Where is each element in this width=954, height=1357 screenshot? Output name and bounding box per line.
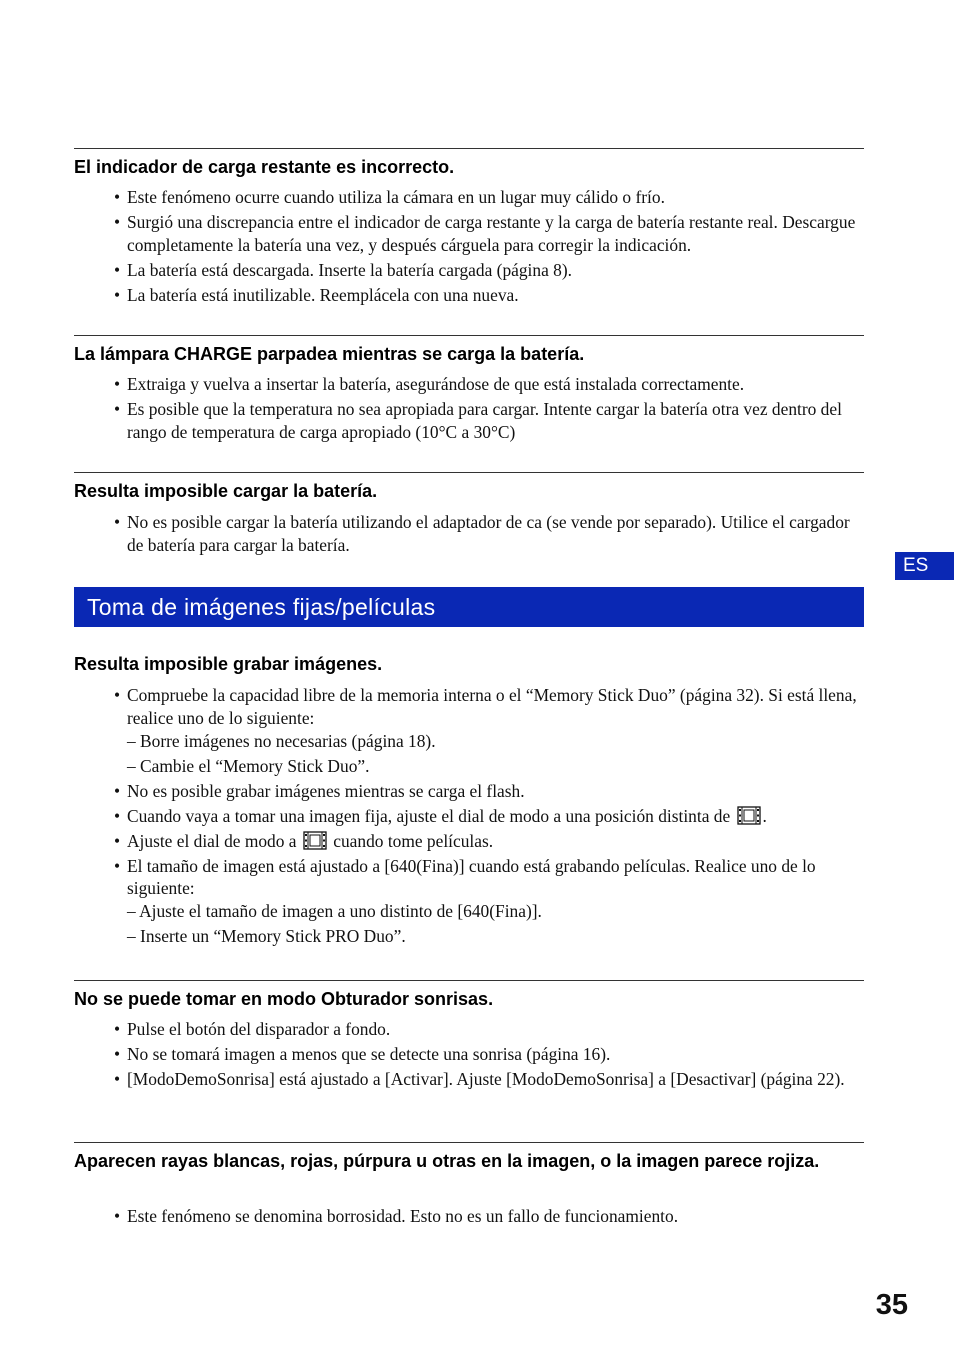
section-heading: Resulta imposible cargar la batería. <box>74 481 378 501</box>
bullet-list <box>112 186 864 309</box>
list-item <box>112 830 864 853</box>
list-item: • No se tomará imagen a menos que se detecte una sonrisa (página 16). <box>112 1043 864 1066</box>
list-item: • La batería está descargada. Inserte la batería cargada (página 8). <box>112 259 864 282</box>
page-number: 35 <box>875 1289 908 1321</box>
list-item: • Pulse el botón del disparador a fondo. <box>112 1018 864 1041</box>
sub-list-item: – Cambie el “Memory Stick Duo”. <box>127 755 370 776</box>
bullet-list <box>112 1205 864 1230</box>
list-item: • No es posible grabar imágenes mientras se carga el flash. <box>112 780 864 803</box>
list-item-text: . <box>762 805 767 826</box>
bullet-list <box>112 684 864 950</box>
list-item-text: cuando tome películas. <box>333 830 494 851</box>
language-tab-label: ES <box>903 555 929 576</box>
section-heading: Resulta imposible grabar imágenes. <box>74 654 383 674</box>
movie-mode-icon <box>303 831 327 850</box>
list-item: • Este fenómeno ocurre cuando utiliza la cámara en un lugar muy cálido o frío. <box>112 186 864 209</box>
sub-list-item: – Borre imágenes no necesarias (página 18). <box>127 730 436 751</box>
section-divider <box>74 472 864 473</box>
section-divider <box>74 335 864 336</box>
list-item: • Surgió una discrepancia entre el indicador de carga restante y la carga de batería restante real. Descargue completamente la batería una vez, y después cárguela para corregir la indicación. <box>112 211 864 256</box>
list-item: • La batería está inutilizable. Reemplácela con una nueva. <box>112 284 864 307</box>
list-item: • Este fenómeno se denomina borrosidad. Esto no es un fallo de funcionamiento. <box>112 1205 864 1228</box>
chapter-banner <box>74 587 864 627</box>
list-item-text: Cuando vaya a tomar una imagen fija, ajuste el dial de modo a una posición distinta de <box>127 805 731 826</box>
section-heading: No se puede tomar en modo Obturador sonrisas. <box>74 989 494 1009</box>
chapter-title: Toma de imágenes fijas/películas <box>87 594 436 620</box>
section-heading: El indicador de carga restante es incorrecto. <box>74 157 455 177</box>
sub-list-item: – Inserte un “Memory Stick PRO Duo”. <box>127 926 406 946</box>
list-item <box>112 805 864 828</box>
sub-list-item: – Ajuste el tamaño de imagen a uno distinto de [640(Fina)]. <box>127 901 542 921</box>
language-tab <box>895 552 954 580</box>
bullet-list <box>112 1018 864 1093</box>
section-heading: Aparecen rayas blancas, rojas, púrpura u otras en la imagen, o la imagen parece rojiza. <box>74 1151 820 1171</box>
list-item: • Compruebe la capacidad libre de la memoria interna o el “Memory Stick Duo” (página 32). Si está llena, realice uno de lo siguiente: <box>112 684 864 729</box>
section-divider <box>74 980 864 981</box>
section-heading: La lámpara CHARGE parpadea mientras se carga la batería. <box>74 344 585 364</box>
bullet-list <box>112 373 864 446</box>
movie-mode-icon <box>737 806 761 825</box>
list-item: • No es posible cargar la batería utilizando el adaptador de ca (se vende por separado). Utilice el cargador de batería para cargar la batería. <box>112 511 864 556</box>
section-divider <box>74 148 864 149</box>
list-item: • Es posible que la temperatura no sea apropiada para cargar. Intente cargar la batería otra vez dentro del rango de temperatura de carga apropiado (10°C a 30°C) <box>112 398 864 443</box>
list-item: • El tamaño de imagen está ajustado a [640(Fina)] cuando está grabando películas. Realice uno de lo siguiente: <box>112 855 864 900</box>
bullet-list <box>112 511 864 559</box>
list-item: • Extraiga y vuelva a insertar la batería, asegurándose de que está instalada correctamente. <box>112 373 864 396</box>
section-divider <box>74 1142 864 1143</box>
list-item-text: Ajuste el dial de modo a <box>127 830 297 851</box>
list-item: • [ModoDemoSonrisa] está ajustado a [Activar]. Ajuste [ModoDemoSonrisa] a [Desactivar] (página 22). <box>112 1068 864 1091</box>
